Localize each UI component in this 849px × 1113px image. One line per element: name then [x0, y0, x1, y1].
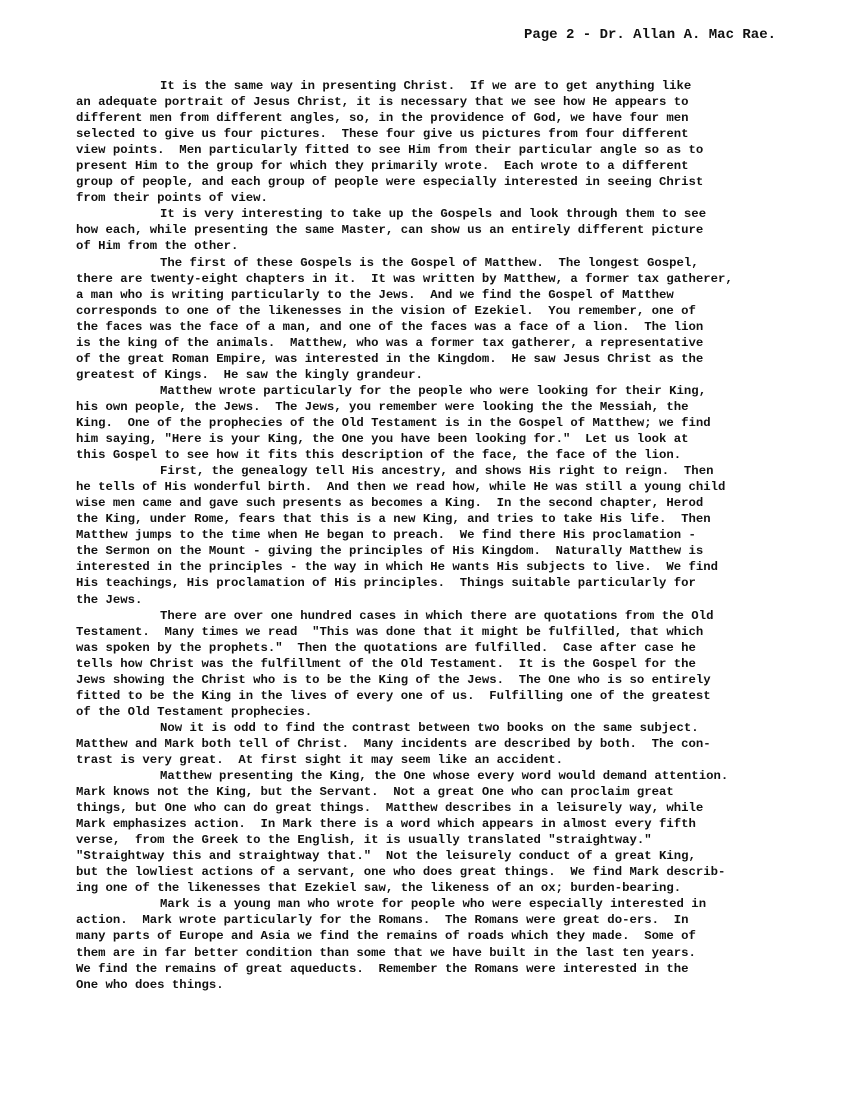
text-line: of the great Roman Empire, was interested in the Kingdom. He saw Jesus Christ as the [76, 351, 704, 366]
text-line: Mark emphasizes action. In Mark there is a word which appears in almost every fifth [76, 817, 696, 832]
text-line: Matthew jumps to the time when He began to preach. We find there His proclamation - [76, 528, 696, 543]
text-line: the Sermon on the Mount - giving the principles of His Kingdom. Naturally Matthew is [76, 544, 704, 559]
text-line: his own people, the Jews. The Jews, you remember were looking the the Messiah, the [76, 399, 689, 414]
text-line: Mark is a young man who wrote for people who were especially interested in [160, 897, 707, 912]
text-line: First, the genealogy tell His ancestry, and shows His right to reign. Then [160, 464, 714, 479]
text-line: The first of these Gospels is the Gospel of Matthew. The longest Gospel, [160, 255, 699, 270]
text-line: Matthew presenting the King, the One whose every word would demand attention. [160, 769, 729, 784]
paragraph [76, 463, 836, 607]
text-line: There are over one hundred cases in which there are quotations from the Old [160, 608, 714, 623]
paragraph [76, 383, 836, 463]
text-line: present Him to the group for which they primarily wrote. Each wrote to a different [76, 159, 689, 174]
text-line: of Him from the other. [76, 239, 239, 254]
text-line: different men from different angles, so, in the providence of God, we have four men [76, 111, 689, 126]
text-line: "Straightway this and straightway that." Not the leisurely conduct of a great King, [76, 849, 696, 864]
text-line: was spoken by the prophets." Then the quotations are fulfilled. Case after case he [76, 640, 696, 655]
text-line: Now it is odd to find the contrast between two books on the same subject. [160, 720, 699, 735]
text-line: he tells of His wonderful birth. And then we read how, while He was still a young child [76, 480, 726, 495]
text-line: We find the remains of great aqueducts. Remember the Romans were interested in the [76, 961, 689, 976]
text-line: selected to give us four pictures. These four give us pictures from four different [76, 127, 689, 142]
text-line: but the lowliest actions of a servant, one who does great things. We find Mark describ- [76, 865, 726, 880]
text-line: many parts of Europe and Asia we find the remains of roads which they made. Some of [76, 929, 696, 944]
text-line: there are twenty-eight chapters in it. It was written by Matthew, a former tax gatherer, [76, 271, 733, 286]
text-line: how each, while presenting the same Master, can show us an entirely different picture [76, 223, 704, 238]
text-line: the King, under Rome, fears that this is a new King, and tries to take His life. Then [76, 512, 711, 527]
text-line: from their points of view. [76, 191, 268, 206]
text-line: One who does things. [76, 977, 224, 992]
text-line: corresponds to one of the likenesses in the vision of Ezekiel. You remember, one of [76, 303, 696, 318]
text-line: group of people, and each group of people were especially interested in seeing Christ [76, 175, 704, 190]
text-line: things, but One who can do great things. Matthew describes in a leisurely way, while [76, 801, 704, 816]
text-line: him saying, "Here is your King, the One you have been looking for." Let us look at [76, 432, 689, 447]
text-line: this Gospel to see how it fits this description of the face, the face of the lion. [76, 448, 682, 463]
page-header: Page 2 - Dr. Allan A. Mac Rae. [523, 27, 776, 43]
text-line: Mark knows not the King, but the Servant. Not a great One who can proclaim great [76, 785, 674, 800]
text-line: an adequate portrait of Jesus Christ, it is necessary that we see how He appears to [76, 95, 689, 110]
text-line: King. One of the prophecies of the Old Testament is in the Gospel of Matthew; we find [76, 415, 711, 430]
text-line: verse, from the Greek to the English, it is usually translated "straightway." [76, 833, 652, 848]
text-line: Matthew and Mark both tell of Christ. Many incidents are described by both. The con- [76, 736, 711, 751]
text-line: Testament. Many times we read "This was done that it might be fulfilled, that which [76, 624, 704, 639]
text-line: a man who is writing particularly to the Jews. And we find the Gospel of Matthew [76, 287, 674, 302]
text-line: the faces was the face of a man, and one of the faces was a face of a lion. The lion [76, 319, 704, 334]
paragraph [76, 768, 836, 896]
paragraph [76, 608, 836, 720]
text-line: of the Old Testament prophecies. [76, 704, 313, 719]
text-line: the Jews. [76, 592, 143, 607]
text-line: ing one of the likenesses that Ezekiel saw, the likeness of an ox; burden-bearing. [76, 881, 682, 896]
paragraph [76, 720, 836, 768]
text-line: tells how Christ was the fulfillment of the Old Testament. It is the Gospel for the [76, 656, 696, 671]
text-line: them are in far better condition than some that we have built in the last ten years. [76, 945, 696, 960]
paragraph [76, 78, 836, 206]
paragraph [76, 206, 836, 254]
text-line: It is very interesting to take up the Gospels and look through them to see [160, 207, 707, 222]
text-line: action. Mark wrote particularly for the Romans. The Romans were great do-ers. In [76, 913, 689, 928]
text-line: trast is very great. At first sight it may seem like an accident. [76, 752, 564, 767]
text-line: Jews showing the Christ who is to be the King of the Jews. The One who is so entirely [76, 672, 711, 687]
text-line: is the king of the animals. Matthew, who was a former tax gatherer, a representative [76, 335, 704, 350]
text-line: greatest of Kings. He saw the kingly grandeur. [76, 367, 423, 382]
text-line: His teachings, His proclamation of His principles. Things suitable particularly for [76, 576, 696, 591]
paragraph [76, 896, 836, 992]
body-text [76, 78, 836, 993]
text-line: Matthew wrote particularly for the people who were looking for their King, [160, 383, 707, 398]
text-line: view points. Men particularly fitted to see Him from their particular angle so as to [76, 143, 704, 158]
text-line: fitted to be the King in the lives of every one of us. Fulfilling one of the greatest [76, 688, 711, 703]
text-line: wise men came and gave such presents as becomes a King. In the second chapter, Herod [76, 496, 704, 511]
paragraph [76, 255, 836, 383]
text-line: It is the same way in presenting Christ. If we are to get anything like [160, 79, 692, 93]
text-line: interested in the principles - the way in which He wants His subjects to live. We find [76, 560, 719, 575]
